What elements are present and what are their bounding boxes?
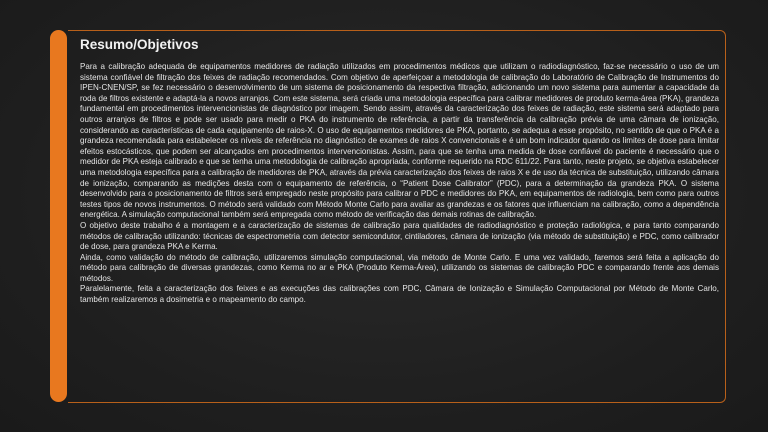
accent-bar (50, 30, 67, 402)
body-text (80, 62, 719, 306)
paragraph-validation: Ainda, como validação do método de calibração, utilizaremos simulação computacional, via método de Monte Carlo. E uma vez validado, faremos será feita a aplicação do método para calibração de diversas grandezas, como Kerma no ar e PKA (Produto Kerma-Área), utilizando os sistemas de calibração PDC e comparando frente aos demais métodos. (80, 252, 719, 283)
section-title: Resumo/Objetivos (80, 37, 199, 52)
paragraph-intro: Para a calibração adequada de equipamentos medidores de radiação utilizados em procedimentos médicos que utilizam o radiodiagnóstico, faz-se necessário o uso de um sistema confiável de filtração dos feixes de radiação recomendados. Com objetivo de aperfeiçoar a metodologia de calibração do Laboratório de Calibração de Instrumentos do IPEN-CNEN/SP, se fez necessário o desenvolvimento de um sistema de posicionamento da respectiva filtração, adicionando um novo sistema para aumentar a capacidade da roda de filtros existente e adaptá-la a novos arranjos. Com este sistema, será criada uma metodologia específica para calibrar medidores de produto kerma-área (PKA), grandeza fundamental em procedimentos intervencionistas de diagnóstico por imagem. Sendo assim, através da caracterização dos feixes de radiação, este sistema será adaptado para outros arranjos de filtros e pode ser usado para medir o PKA do instrumento de referência, a partir da transferência da calibração prévia de uma câmara de ionização, considerando as características de cada equipamento de raios-X. O uso de equipamentos medidores de PKA, portanto, se adequa a esse propósito, no sentido de que o PKA é a grandeza recomendada para estabelecer os níveis de referência no diagnóstico de exames de raios X convencionais e é um bom indicador quando os limites de dose para limitar efeitos estocásticos, que podem ser alcançados em procedimentos intervencionistas. Assim, para que se tenha uma medida de dose confiável do paciente é necessário que o medidor de PKA esteja calibrado e que se tenha uma metodologia de calibração apropriada, conforme requerido na RDC 611/22. Para tanto, neste projeto, se objetiva estabelecer uma metodologia específica para a calibração de medidores de PKA, através da prévia caracterização dos feixes de raios X e de uso da técnica de substituição, utilizando câmara de ionização, comparando as medições desta com o equipamento de referência, o “Patient Dose Calibrator” (PDC), para a determinação da grandeza PKA. O sistema desenvolvido para o posicionamento de filtros será empregado neste propósito para calibrar o PDC e medidores do PKA, em equipamentos de radiologia, bem como para outros testes tipos de novos instrumentos. O método será validado com Método Monte Carlo para avaliar as grandezas e os fatores que influenciam na calibração, como a dependência energética. A simulação computacional também será empregada como método de verificação das demais rotinas de calibração. (80, 62, 719, 220)
paragraph-parallel: Paralelamente, feita a caracterização dos feixes e as execuções das calibrações com PDC, Câmara de Ionização e Simulação Computacional por Método de Monte Carlo, também realizaremos a dosimetria e o mapeamento do campo. (80, 284, 719, 305)
content-card (68, 30, 726, 403)
paragraph-objective: O objetivo deste trabalho é a montagem e a caracterização de sistemas de calibração para qualidades de radiodiagnóstico e proteção radiológica, e para tanto comparando métodos de calibração utilizando: técnicas de espectrometria com detector semicondutor, cintiladores, câmara de ionização (via método de substituição) e PDC, como calibrador de dose, para grandeza PKA e Kerma. (80, 220, 719, 252)
